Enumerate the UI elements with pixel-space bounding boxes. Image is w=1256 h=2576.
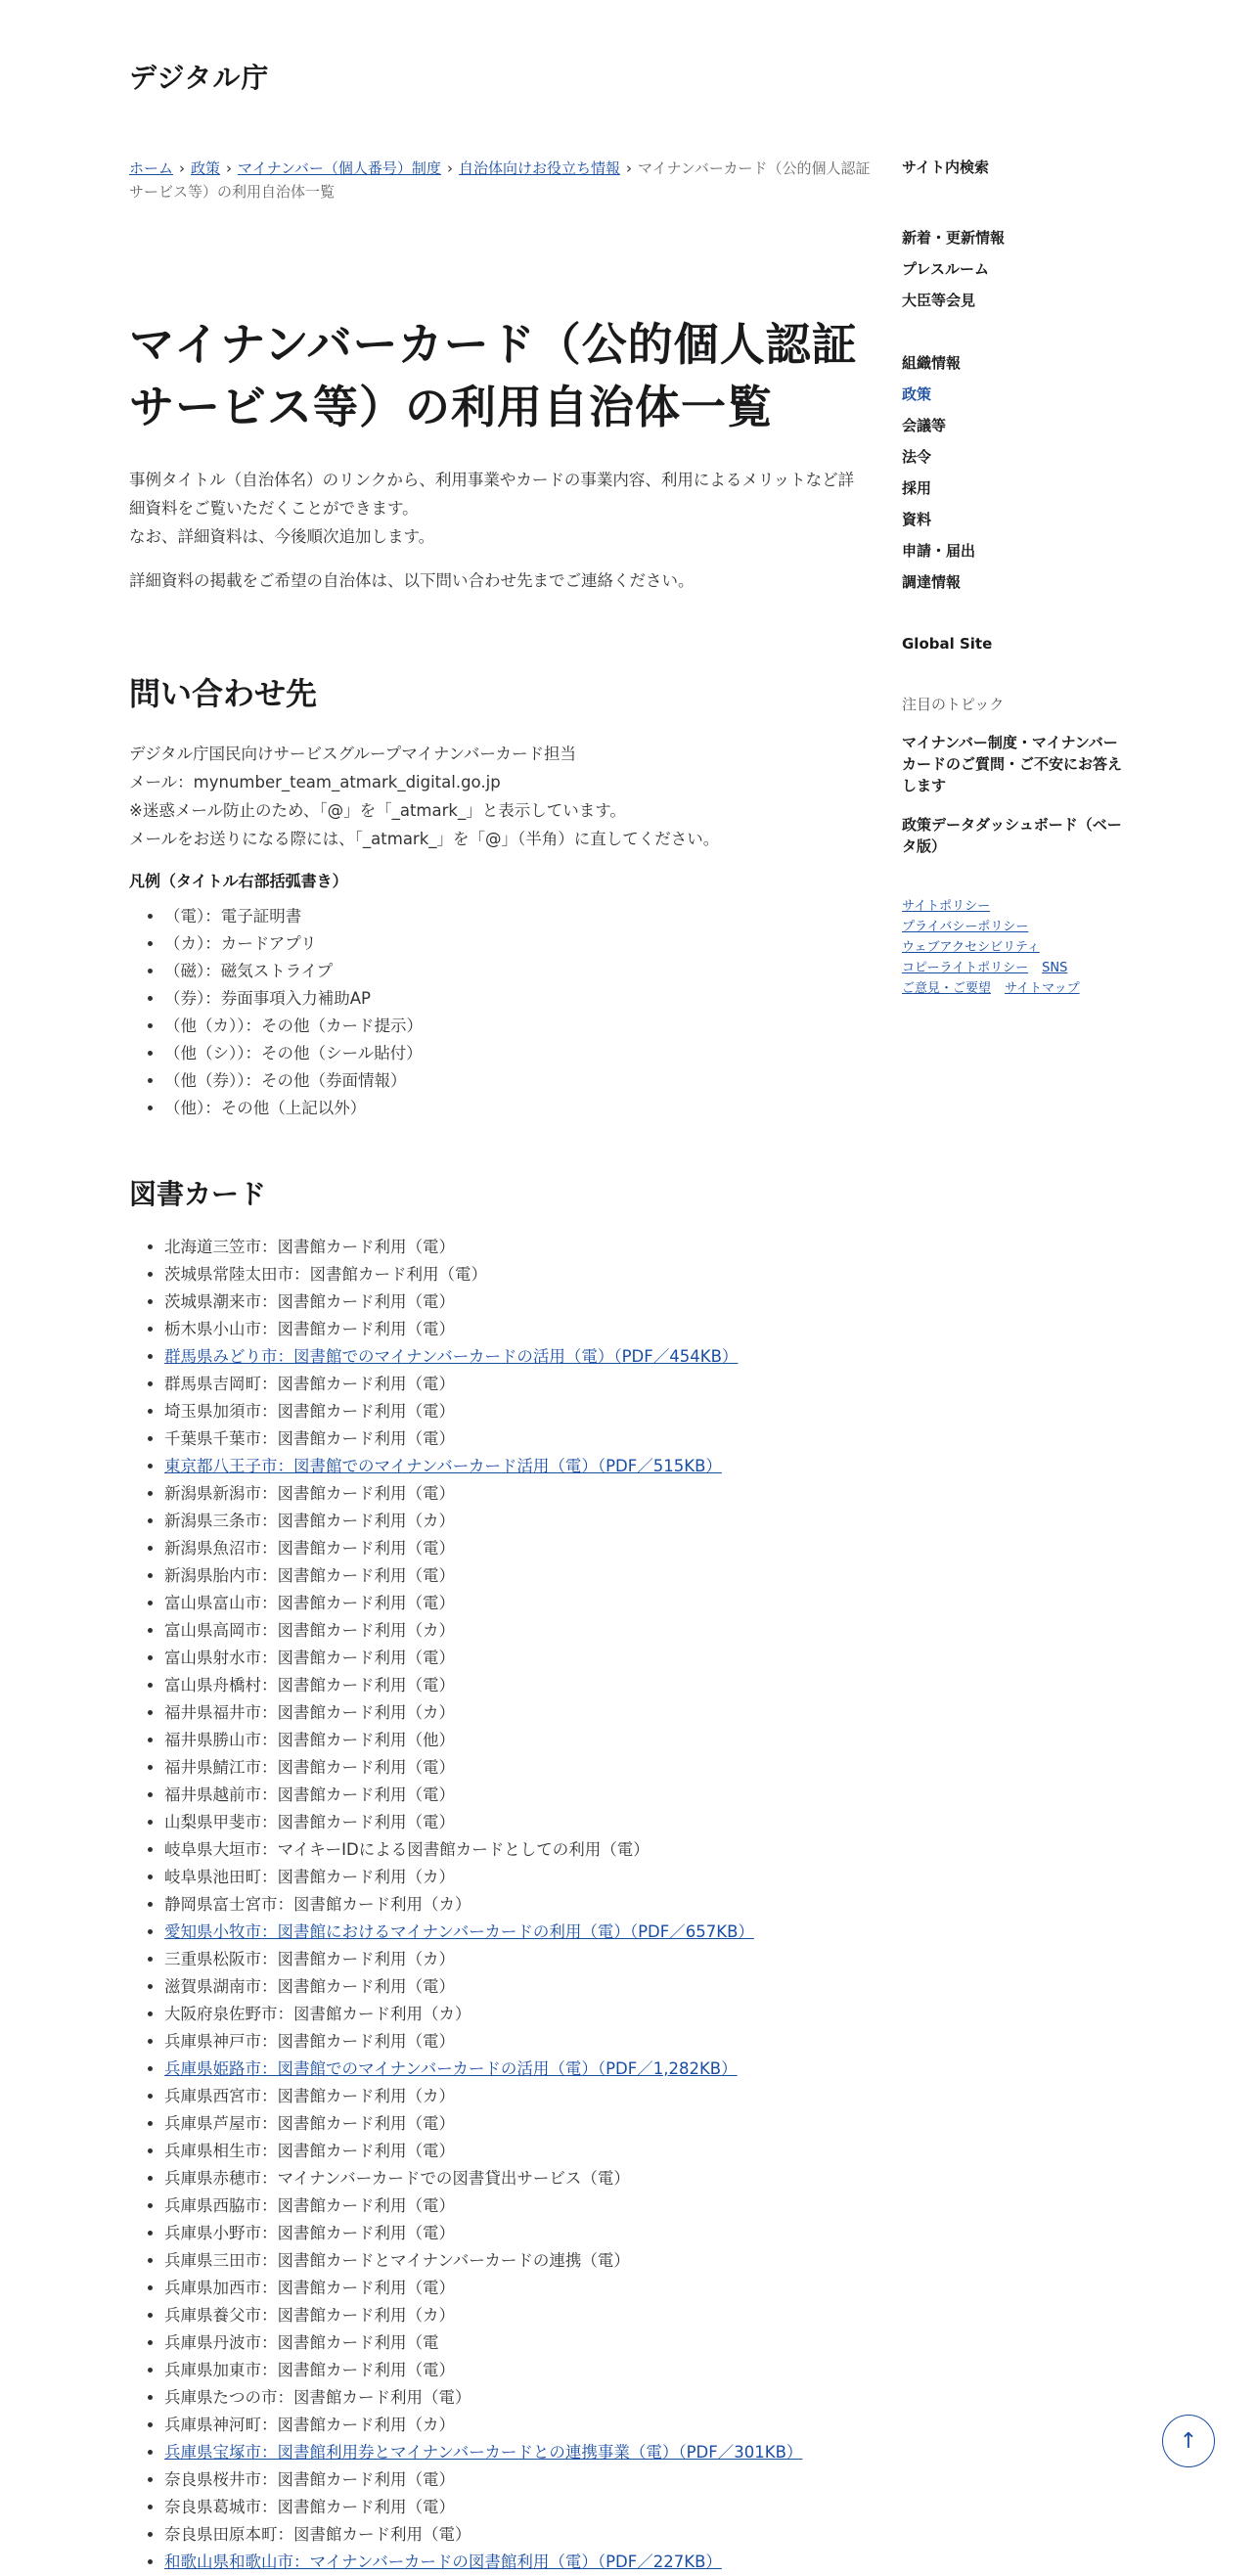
- list-item: • 山梨県甲斐市：図書館カード利用（電）: [164, 1809, 882, 1836]
- list-item: • 兵庫県加東市：図書館カード利用（電）: [164, 2357, 882, 2384]
- library-card-list: [129, 1234, 882, 2576]
- list-item: • 兵庫県西宮市：図書館カード利用（カ）: [164, 2083, 882, 2110]
- list-item: • 兵庫県赤穂市：マイナンバーカードでの図書貸出サービス（電）: [164, 2165, 882, 2192]
- contact-heading: 問い合わせ先: [129, 675, 318, 712]
- list-item: • 兵庫県丹波市：図書館カード利用（電: [164, 2329, 882, 2357]
- list-item: • 兵庫県養父市：図書館カード利用（カ）: [164, 2302, 882, 2329]
- main-content: [129, 157, 882, 2576]
- list-item: • 福井県勝山市：図書館カード利用（他）: [164, 1727, 882, 1754]
- list-item: • 富山県射水市：図書館カード利用（電）: [164, 1645, 882, 1672]
- legend-item: • （カ）：カードアプリ: [164, 930, 882, 958]
- list-item: • 兵庫県芦屋市：図書館カード利用（電）: [164, 2110, 882, 2138]
- list-item: • 新潟県三条市：図書館カード利用（カ）: [164, 1508, 882, 1535]
- sidebar-nav-item[interactable]: プレスルーム: [902, 260, 989, 278]
- list-item: • 大阪府泉佐野市：図書館カード利用（カ）: [164, 2001, 882, 2028]
- pdf-link[interactable]: 東京都八王子市：図書館でのマイナンバーカード活用（電）（PDF／515KB）: [164, 1457, 722, 1475]
- list-item: • 兵庫県神戸市：図書館カード利用（電）: [164, 2028, 882, 2056]
- list-item: • 富山県舟橋村：図書館カード利用（電）: [164, 1672, 882, 1699]
- intro-paragraph-2: 詳細資料の掲載をご希望の自治体は、以下問い合わせ先までご連絡ください。: [129, 571, 695, 590]
- footer-link[interactable]: ご意見・ご要望: [902, 981, 992, 996]
- sidebar-nav-item[interactable]: 法令: [902, 448, 932, 466]
- contact-note: メールをお送りになる際には、「_atmark_」を「@」（半角）に直してください。: [129, 830, 720, 848]
- list-item: [164, 2056, 882, 2083]
- list-item: • 北海道三笠市：図書館カード利用（電）: [164, 1234, 882, 1261]
- arrow-up-icon: ↑: [1179, 2428, 1198, 2454]
- topics-list: [902, 732, 1127, 857]
- breadcrumb-link[interactable]: 自治体向けお役立ち情報: [458, 159, 620, 177]
- intro-paragraph-1: 事例タイトル（自治体名）のリンクから、利用事業やカードの事業内容、利用によるメリットなど詳 細資料をご覧いただくことができます。 なお、詳細資料は、今後順次追加します。: [129, 471, 855, 546]
- list-item: • 埼玉県加須市：図書館カード利用（電）: [164, 1398, 882, 1425]
- chevron-right-icon: ›: [179, 159, 186, 177]
- sidebar-nav-item[interactable]: 資料: [902, 511, 932, 528]
- pdf-link[interactable]: 兵庫県宝塚市：図書館利用券とマイナンバーカードとの連携事業（電）（PDF／301KB）: [164, 2443, 803, 2462]
- list-item: • 兵庫県三田市：図書館カードとマイナンバーカードの連携（電）: [164, 2247, 882, 2275]
- legend-item: • （磁）：磁気ストライプ: [164, 958, 882, 985]
- pdf-link[interactable]: 群馬県みどり市：図書館でのマイナンバーカードの活用（電）（PDF／454KB）: [164, 1347, 739, 1366]
- legend-item: • （券）：券面事項入力補助AP: [164, 985, 882, 1013]
- contact-line: デジタル庁国民向けサービスグループマイナンバーカード担当: [129, 745, 577, 763]
- list-item: • 福井県越前市：図書館カード利用（電）: [164, 1782, 882, 1809]
- footer-link[interactable]: SNS: [1042, 961, 1068, 975]
- list-item: • 茨城県常陸太田市：図書館カード利用（電）: [164, 1261, 882, 1288]
- pdf-link[interactable]: 愛知県小牧市：図書館におけるマイナンバーカードの利用（電）（PDF／657KB）: [164, 1922, 754, 1941]
- list-item: • 静岡県富士宮市：図書館カード利用（カ）: [164, 1891, 882, 1919]
- pdf-link[interactable]: 兵庫県姫路市：図書館でのマイナンバーカードの活用（電）（PDF／1,282KB）: [164, 2059, 738, 2078]
- sidebar-nav-item[interactable]: 大臣等会見: [902, 292, 976, 309]
- page-title: マイナンバーカード（公的個人認証サービス等）の利用自治体一覧: [129, 318, 858, 433]
- list-item: [164, 2549, 882, 2576]
- breadcrumb-link[interactable]: マイナンバー（個人番号）制度: [238, 159, 441, 177]
- list-item: • 奈良県田原本町：図書館カード利用（電）: [164, 2521, 882, 2549]
- chevron-right-icon: ›: [625, 159, 632, 177]
- sidebar-nav: [902, 222, 1127, 598]
- list-item: • 千葉県千葉市：図書館カード利用（電）: [164, 1425, 882, 1453]
- contact-email: メール：mynumber_team_atmark_digital.go.jp: [129, 773, 501, 791]
- pdf-link[interactable]: 和歌山県和歌山市：マイナンバーカードの図書館利用（電）（PDF／227KB）: [164, 2553, 722, 2571]
- site-search-link[interactable]: サイト内検索: [902, 158, 989, 176]
- list-item: • 新潟県魚沼市：図書館カード利用（電）: [164, 1535, 882, 1562]
- list-item: • 富山県高岡市：図書館カード利用（カ）: [164, 1617, 882, 1645]
- global-site-link[interactable]: Global Site: [902, 635, 993, 653]
- chevron-right-icon: ›: [226, 159, 233, 177]
- list-item: • 栃木県小山市：図書館カード利用（電）: [164, 1316, 882, 1343]
- sidebar-nav-item[interactable]: 調達情報: [902, 573, 962, 591]
- footer-link[interactable]: サイトマップ: [1005, 981, 1080, 996]
- list-item: [164, 2439, 882, 2466]
- legend-title: 凡例（タイトル右部括弧書き）: [129, 872, 348, 890]
- legend-item: • （電）：電子証明書: [164, 903, 882, 930]
- sidebar-nav-item[interactable]: 会議等: [902, 417, 947, 434]
- list-item: • 福井県福井市：図書館カード利用（カ）: [164, 1699, 882, 1727]
- list-item: • 富山県富山市：図書館カード利用（電）: [164, 1590, 882, 1617]
- footer-link[interactable]: プライバシーポリシー: [902, 920, 1029, 934]
- list-item: • 兵庫県加西市：図書館カード利用（電）: [164, 2275, 882, 2302]
- list-item: • 兵庫県西脇市：図書館カード利用（電）: [164, 2192, 882, 2220]
- topics-label: 注目のトピック: [902, 696, 1005, 713]
- list-item: • 兵庫県たつの市：図書館カード利用（電）: [164, 2384, 882, 2412]
- list-item: • 茨城県潮来市：図書館カード利用（電）: [164, 1288, 882, 1316]
- legend-item: • （他）：その他（上記以外）: [164, 1095, 882, 1122]
- back-to-top-button[interactable]: [1162, 2415, 1215, 2467]
- legend-item: • （他（券））：その他（券面情報）: [164, 1067, 882, 1095]
- list-item: • 福井県鯖江市：図書館カード利用（電）: [164, 1754, 882, 1782]
- breadcrumb-link[interactable]: ホーム: [129, 159, 174, 177]
- list-item: • 三重県松阪市：図書館カード利用（カ）: [164, 1946, 882, 1973]
- footer-link[interactable]: コピーライトポリシー: [902, 961, 1029, 975]
- breadcrumb-link[interactable]: 政策: [191, 159, 221, 177]
- list-item: • 新潟県胎内市：図書館カード利用（電）: [164, 1562, 882, 1590]
- list-item: [164, 1343, 882, 1371]
- legend-item: • （他（カ））：その他（カード提示）: [164, 1013, 882, 1040]
- list-item: • 奈良県桜井市：図書館カード利用（電）: [164, 2466, 882, 2494]
- sidebar-footer-links: [902, 896, 1127, 999]
- contact-note: ※迷惑メール防止のため、「@」を「_atmark_」と表示しています。: [129, 801, 626, 820]
- list-item: • 新潟県新潟市：図書館カード利用（電）: [164, 1480, 882, 1508]
- chevron-right-icon: ›: [446, 159, 453, 177]
- legend-list: [129, 903, 882, 1122]
- list-item: [164, 1453, 882, 1480]
- list-item: • 兵庫県相生市：図書館カード利用（電）: [164, 2138, 882, 2165]
- breadcrumb: [129, 157, 882, 203]
- library-card-heading: 図書カード: [129, 1178, 267, 1210]
- footer-link[interactable]: サイトポリシー: [902, 899, 991, 914]
- footer-link[interactable]: ウェブアクセシビリティ: [902, 940, 1040, 955]
- legend-item: • （他（シ））：その他（シール貼付）: [164, 1040, 882, 1067]
- sidebar-nav-item[interactable]: 新着・更新情報: [902, 229, 1006, 247]
- sidebar-nav-item[interactable]: 採用: [902, 479, 932, 497]
- list-item: • 群馬県吉岡町：図書館カード利用（電）: [164, 1371, 882, 1398]
- site-logo[interactable]: デジタル庁: [129, 62, 270, 94]
- list-item: [164, 1919, 882, 1946]
- topic-link[interactable]: マイナンバー制度・マイナンバーカードのご質問・ご不安にお答えします: [902, 734, 1123, 794]
- sidebar-nav-item[interactable]: 申請・届出: [902, 542, 976, 560]
- topic-link[interactable]: 政策データダッシュボード（ベータ版）: [902, 816, 1122, 855]
- list-item: • 滋賀県湖南市：図書館カード利用（電）: [164, 1973, 882, 2001]
- list-item: • 奈良県葛城市：図書館カード利用（電）: [164, 2494, 882, 2521]
- breadcrumb-current: マイナンバーカード（公的個人認証サービス等）の利用自治体一覧: [129, 159, 871, 201]
- list-item: • 岐阜県大垣市：マイキーIDによる図書館カードとしての利用（電）: [164, 1836, 882, 1864]
- list-item: • 兵庫県小野市：図書館カード利用（電）: [164, 2220, 882, 2247]
- sidebar: [902, 157, 1127, 999]
- list-item: • 兵庫県神河町：図書館カード利用（カ）: [164, 2412, 882, 2439]
- nav-spacer: [902, 316, 1127, 347]
- sidebar-nav-item[interactable]: 組織情報: [902, 354, 962, 372]
- intro: [129, 466, 882, 595]
- list-item: • 岐阜県池田町：図書館カード利用（カ）: [164, 1864, 882, 1891]
- contact-info: [129, 740, 882, 853]
- sidebar-nav-item[interactable]: 政策: [902, 385, 932, 403]
